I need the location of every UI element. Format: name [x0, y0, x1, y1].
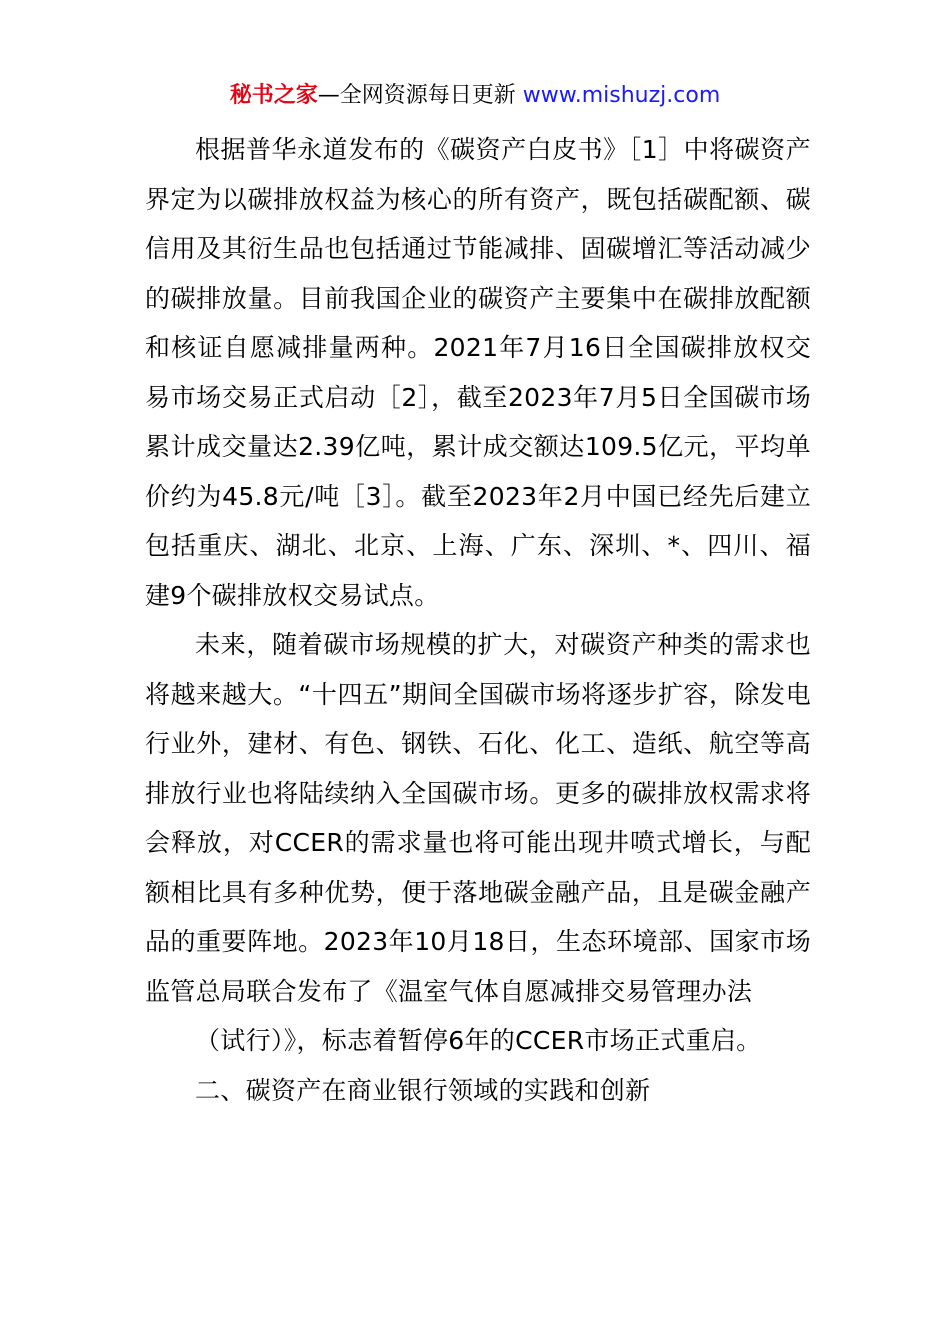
paragraph-ccer-restart: （试行）》，标志着暂停6年的CCER市场正式重启。 — [195, 1026, 762, 1055]
paragraph-carbon-market-outlook: 未来，随着碳市场规模的扩大，对碳资产种类的需求也将越来越大。“十四五”期间全国碳市场将逐步扩容，除发电行业外，建材、有色、钢铁、石化、化工、造纸、航空等高排放行业也将陆续纳入全国碳市场。更多的碳排放权需求将会释放，对CCER的需求量也将可能出现井喷式增长，与配额相比具有多种优势，便于落地碳金融产品，且是碳金融产品的重要阵地。2023年10月18日，生态环境部、国家市场监管总局联合发布了《温室气体自愿减排交易管理办法 — [145, 630, 811, 1006]
site-header — [0, 80, 950, 112]
site-url-link[interactable]: www.mishuzj.com — [522, 83, 721, 108]
brand-name: 秘书之家 — [229, 83, 318, 108]
paragraph-carbon-asset-definition: 根据普华永道发布的《碳资产白皮书》［1］中将碳资产界定为以碳排放权益为核心的所有资产，既包括碳配额、碳信用及其衍生品也包括通过节能减排、固碳增汇等活动减少的碳排放量。目前我国企业的碳资产主要集中在碳排放配额和核证自愿减排量两种。2021年7月16日全国碳排放权交易市场交易正式启动［2］，截至2023年7月5日全国碳市场累计成交量达2.39亿吨，累计成交额达109.5亿元，平均单价约为45.8元/吨［3］。截至2023年2月中国已经先后建立包括重庆、湖北、北京、上海、广东、深圳、*、四川、福建9个碳排放权交易试点。 — [145, 135, 811, 610]
article-body — [145, 125, 811, 1115]
header-tagline: —全网资源每日更新 — [317, 83, 523, 108]
section-heading: 二、碳资产在商业银行领域的实践和创新 — [195, 1075, 651, 1105]
